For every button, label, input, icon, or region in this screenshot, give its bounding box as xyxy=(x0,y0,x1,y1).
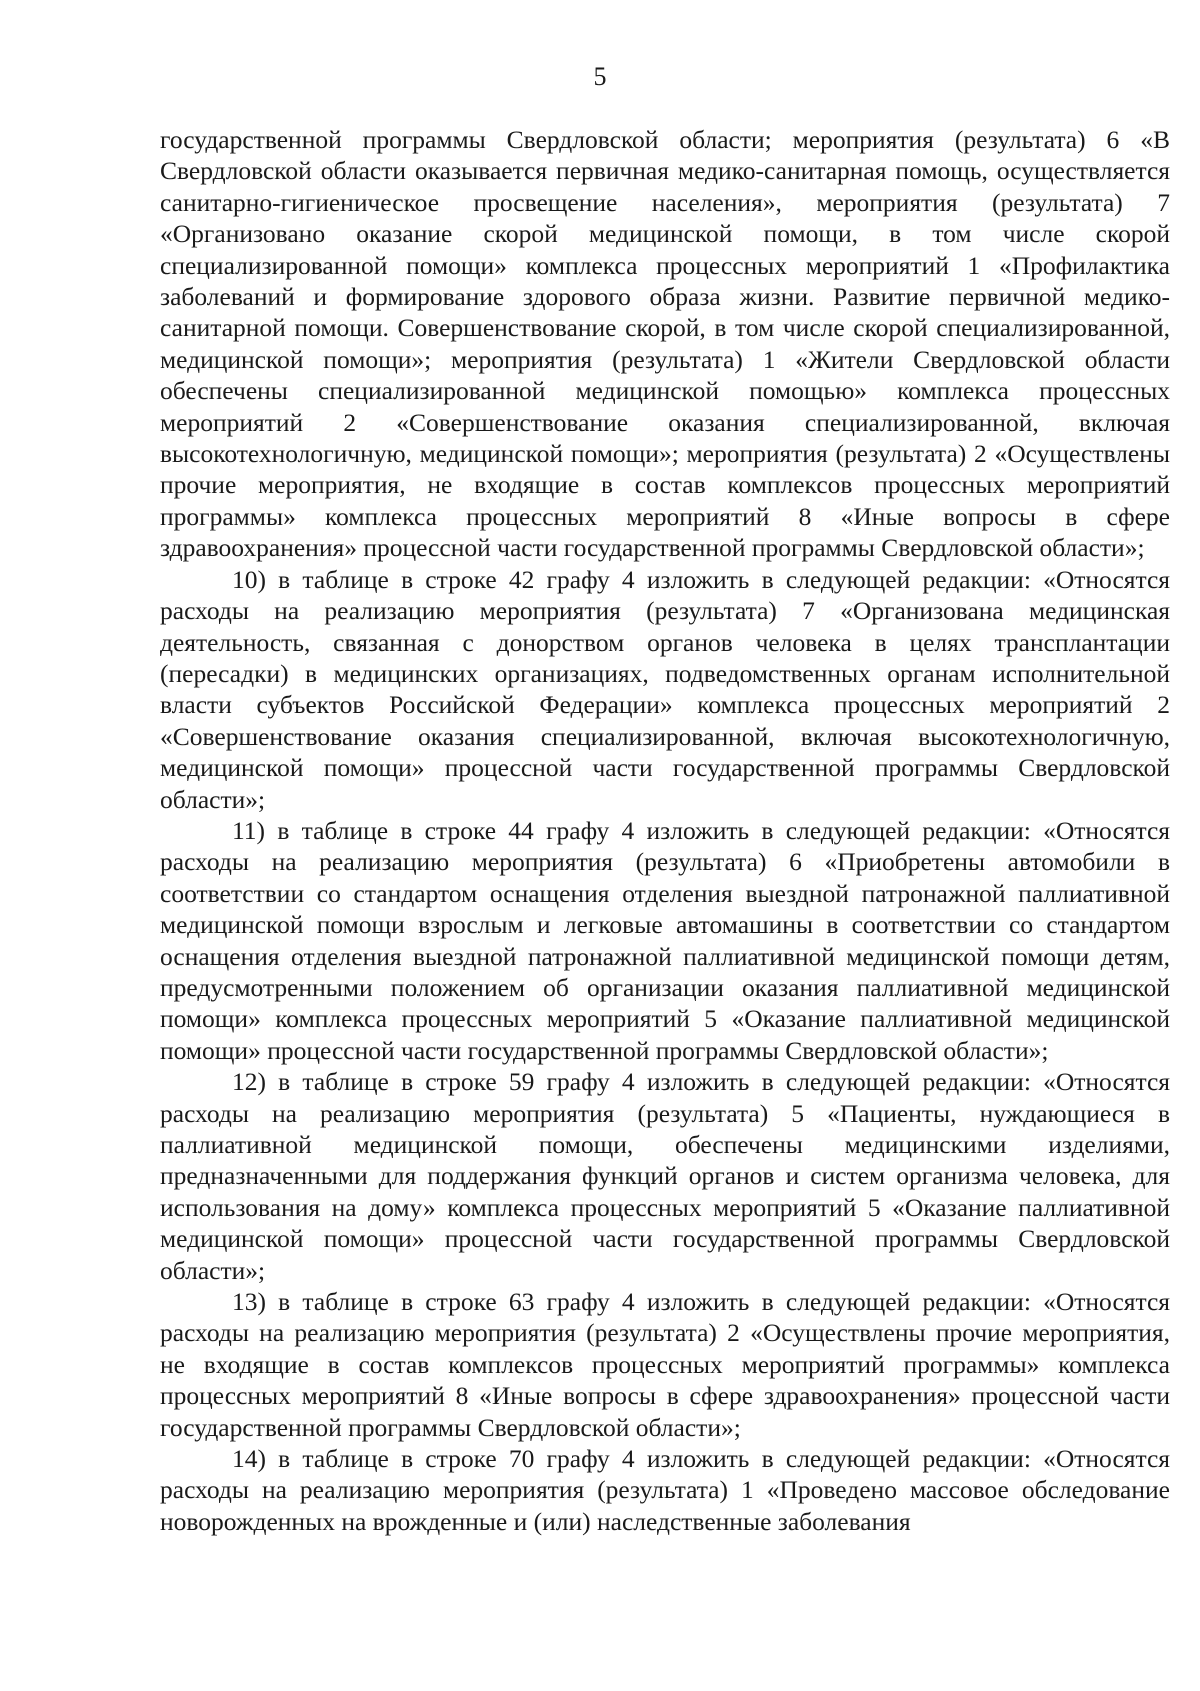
document-body xyxy=(160,124,1170,1537)
paragraph-item-13: 13) в таблице в строке 63 графу 4 изложить в следующей редакции: «Относятся расходы на реализацию мероприятия (результата) 2 «Осуществлены прочие мероприятия, не входящие в состав комплексов процессных мероприятий программы» комплекса процессных мероприятий 8 «Иные вопросы в сфере здравоохранения» процессной части государственной программы Свердловской области»; xyxy=(160,1287,1170,1442)
page-number: 5 xyxy=(593,62,607,91)
paragraph-item-12: 12) в таблице в строке 59 графу 4 изложить в следующей редакции: «Относятся расходы на реализацию мероприятия (результата) 5 «Пациенты, нуждающиеся в паллиативной медицинской помощи, обеспечены медицинскими изделиями, предназначенными для поддержания функций органов и систем организма человека, для использования на дому» комплекса процессных мероприятий 5 «Оказание паллиативной медицинской помощи» процессной части государственной программы Свердловской области»; xyxy=(160,1067,1170,1285)
paragraph-item-10: 10) в таблице в строке 42 графу 4 изложить в следующей редакции: «Относятся расходы на реализацию мероприятия (результата) 7 «Организована медицинская деятельность, связанная с донорством органов человека в целях трансплантации (пересадки) в медицинских организациях, подведомственных органам исполнительной власти субъектов Российской Федерации» комплекса процессных мероприятий 2 «Совершенствование оказания специализированной, включая высокотехнологичную, медицинской помощи» процессной части государственной программы Свердловской области»; xyxy=(160,564,1170,814)
paragraph-continuation: государственной программы Свердловской области; мероприятия (результата) 6 «В Свердловской области оказывается первичная медико-санитарная помощь, осуществляется санитарно-гигиеническое просвещение населения», мероприятия (результата) 7 «Организовано оказание скорой медицинской помощи, в том числе скорой специализированной помощи» комплекса процессных мероприятий 1 «Профилактика заболеваний и формирование здорового образа жизни. Развитие первичной медико-санитарной помощи. Совершенствование скорой, в том числе скорой специализированной, медицинской помощи»; мероприятия (результата) 1 «Жители Свердловской области обеспечены специализированной медицинской помощью» комплекса процессных мероприятий 2 «Совершенствование оказания специализированной, включая высокотехнологичную, медицинской помощи»; мероприятия (результата) 2 «Осуществлены прочие мероприятия, не входящие в состав комплексов процессных мероприятий программы» комплекса процессных мероприятий 8 «Иные вопросы в сфере здравоохранения» процессной части государственной программы Свердловской области»; xyxy=(160,125,1170,563)
paragraph-item-14: 14) в таблице в строке 70 графу 4 изложить в следующей редакции: «Относятся расходы на реализацию мероприятия (результата) 1 «Проведено массовое обследование новорожденных на врожденные и (или) наследственные заболевания xyxy=(160,1444,1170,1536)
paragraph-item-11: 11) в таблице в строке 44 графу 4 изложить в следующей редакции: «Относятся расходы на реализацию мероприятия (результата) 6 «Приобретены автомобили в соответствии со стандартом оснащения отделения выездной патронажной паллиативной медицинской помощи взрослым и легковые автомашины в соответствии со стандартом оснащения отделения выездной патронажной паллиативной медицинской помощи детям, предусмотренными положением об организации оказания паллиативной медицинской помощи» комплекса процессных мероприятий 5 «Оказание паллиативной медицинской помощи» процессной части государственной программы Свердловской области»; xyxy=(160,815,1170,1065)
